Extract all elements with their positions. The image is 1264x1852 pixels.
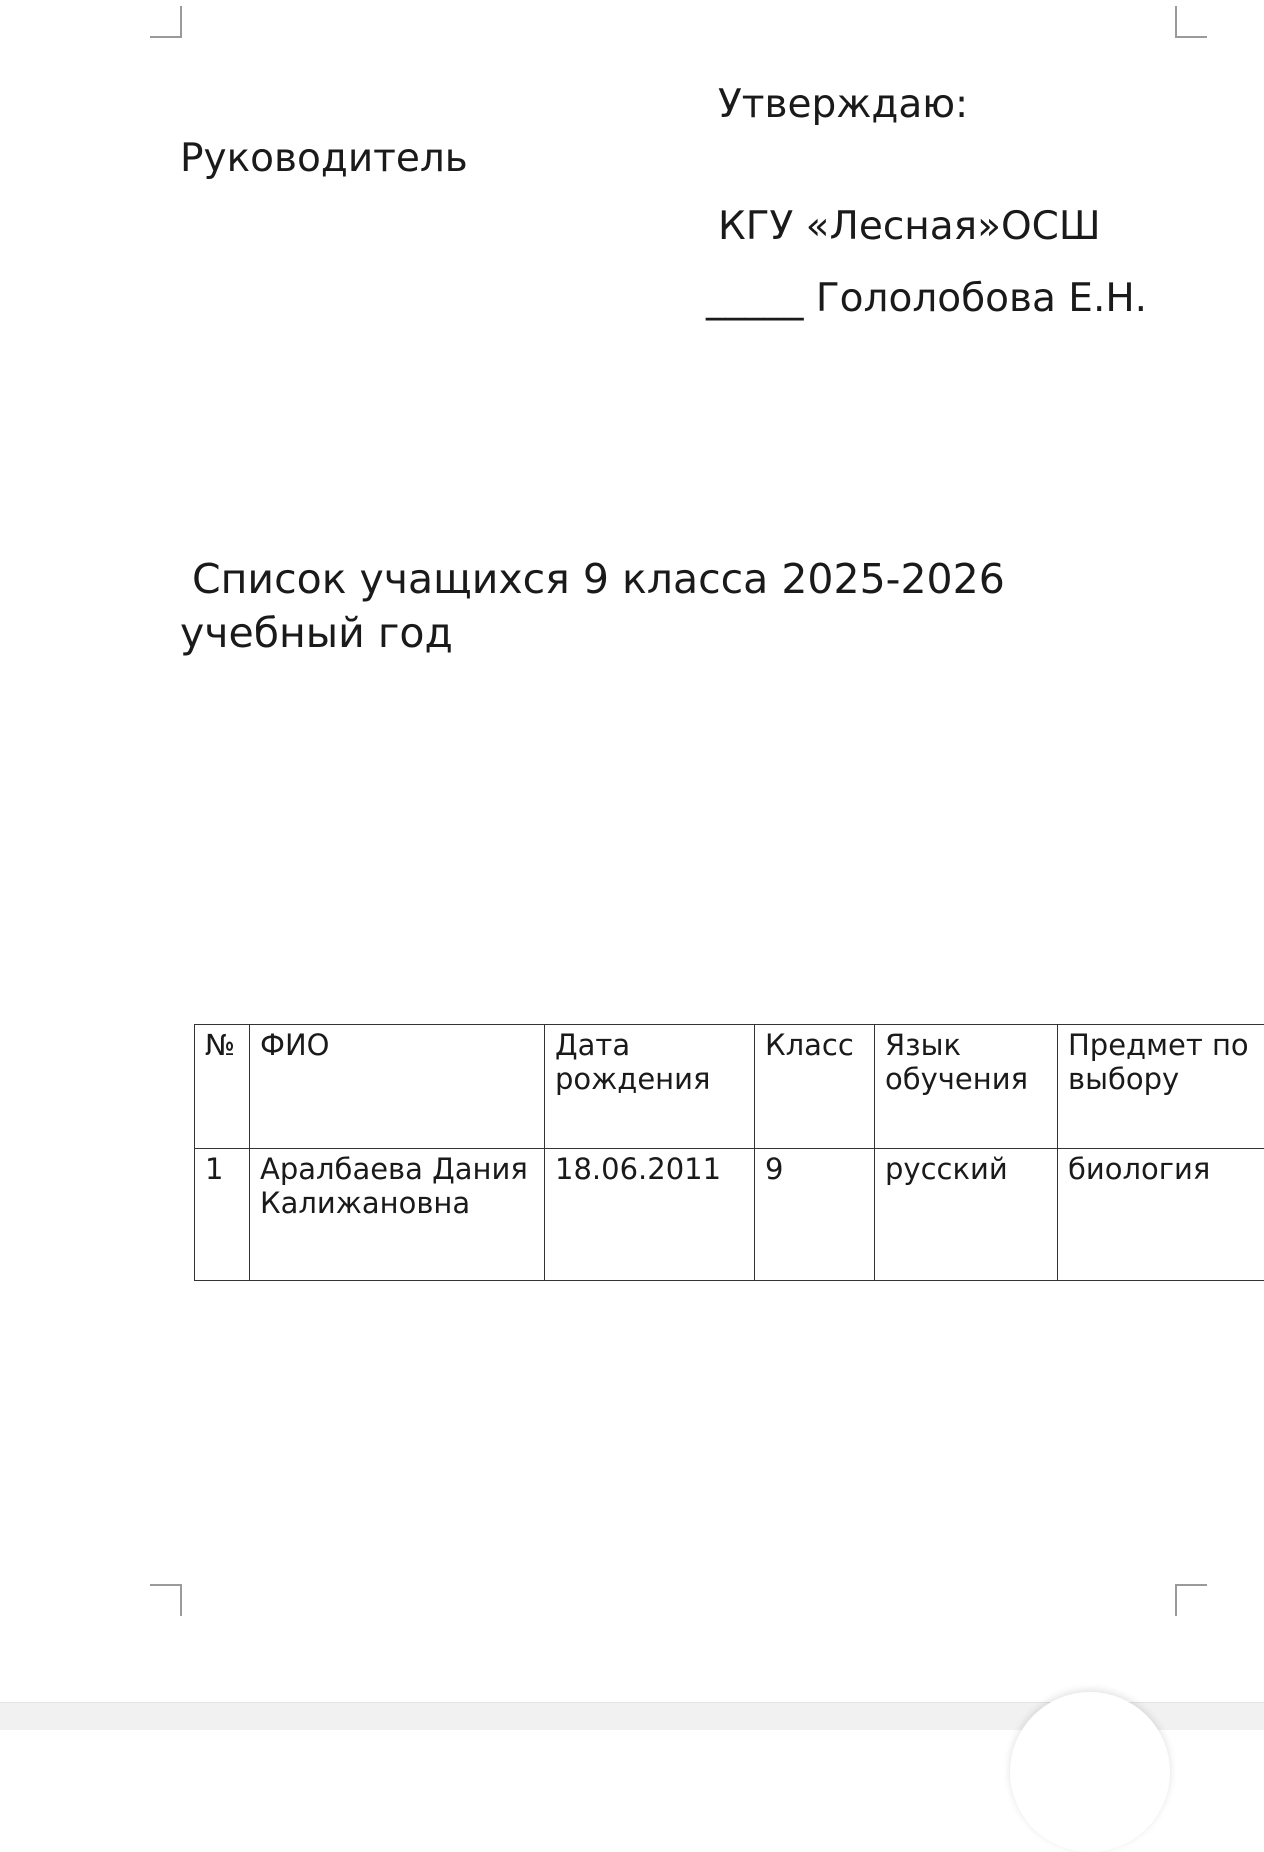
cell-elective-subject: биология [1058,1149,1264,1281]
cell-name: Аралбаева Дания Калижановна [250,1149,545,1281]
header-cell-elective-subject: Предмет по выбору [1058,1025,1264,1149]
document-title: Список учащихся 9 класса 2025-2026 учебный год [180,552,1160,660]
crop-mark-top-right [1175,6,1207,38]
organization-name: КГУ «Лесная»ОСШ [718,204,1101,251]
floating-action-button[interactable] [1010,1692,1170,1852]
cell-class: 9 [755,1149,875,1281]
header-cell-birth-date: Дата рождения [545,1025,755,1149]
cell-language: русский [875,1149,1058,1281]
cell-birth-date: 18.06.2011 [545,1149,755,1281]
table-header-row [195,1025,1264,1149]
crop-mark-top-left [150,6,182,38]
signature-line: _____ Гололобова Е.Н. [706,276,1147,323]
cell-number: 1 [195,1149,250,1281]
header-cell-number: № [195,1025,250,1149]
crop-mark-bottom-right [1175,1584,1207,1616]
header-cell-class: Класс [755,1025,875,1149]
head-label: Руководитель [180,136,468,183]
table-row [195,1149,1264,1281]
header-cell-language: Язык обучения [875,1025,1058,1149]
students-table [194,1024,1264,1281]
students-table-container [194,1024,1264,1281]
approve-heading: Утверждаю: [718,82,968,129]
header-cell-name: ФИО [250,1025,545,1149]
crop-mark-bottom-left [150,1584,182,1616]
